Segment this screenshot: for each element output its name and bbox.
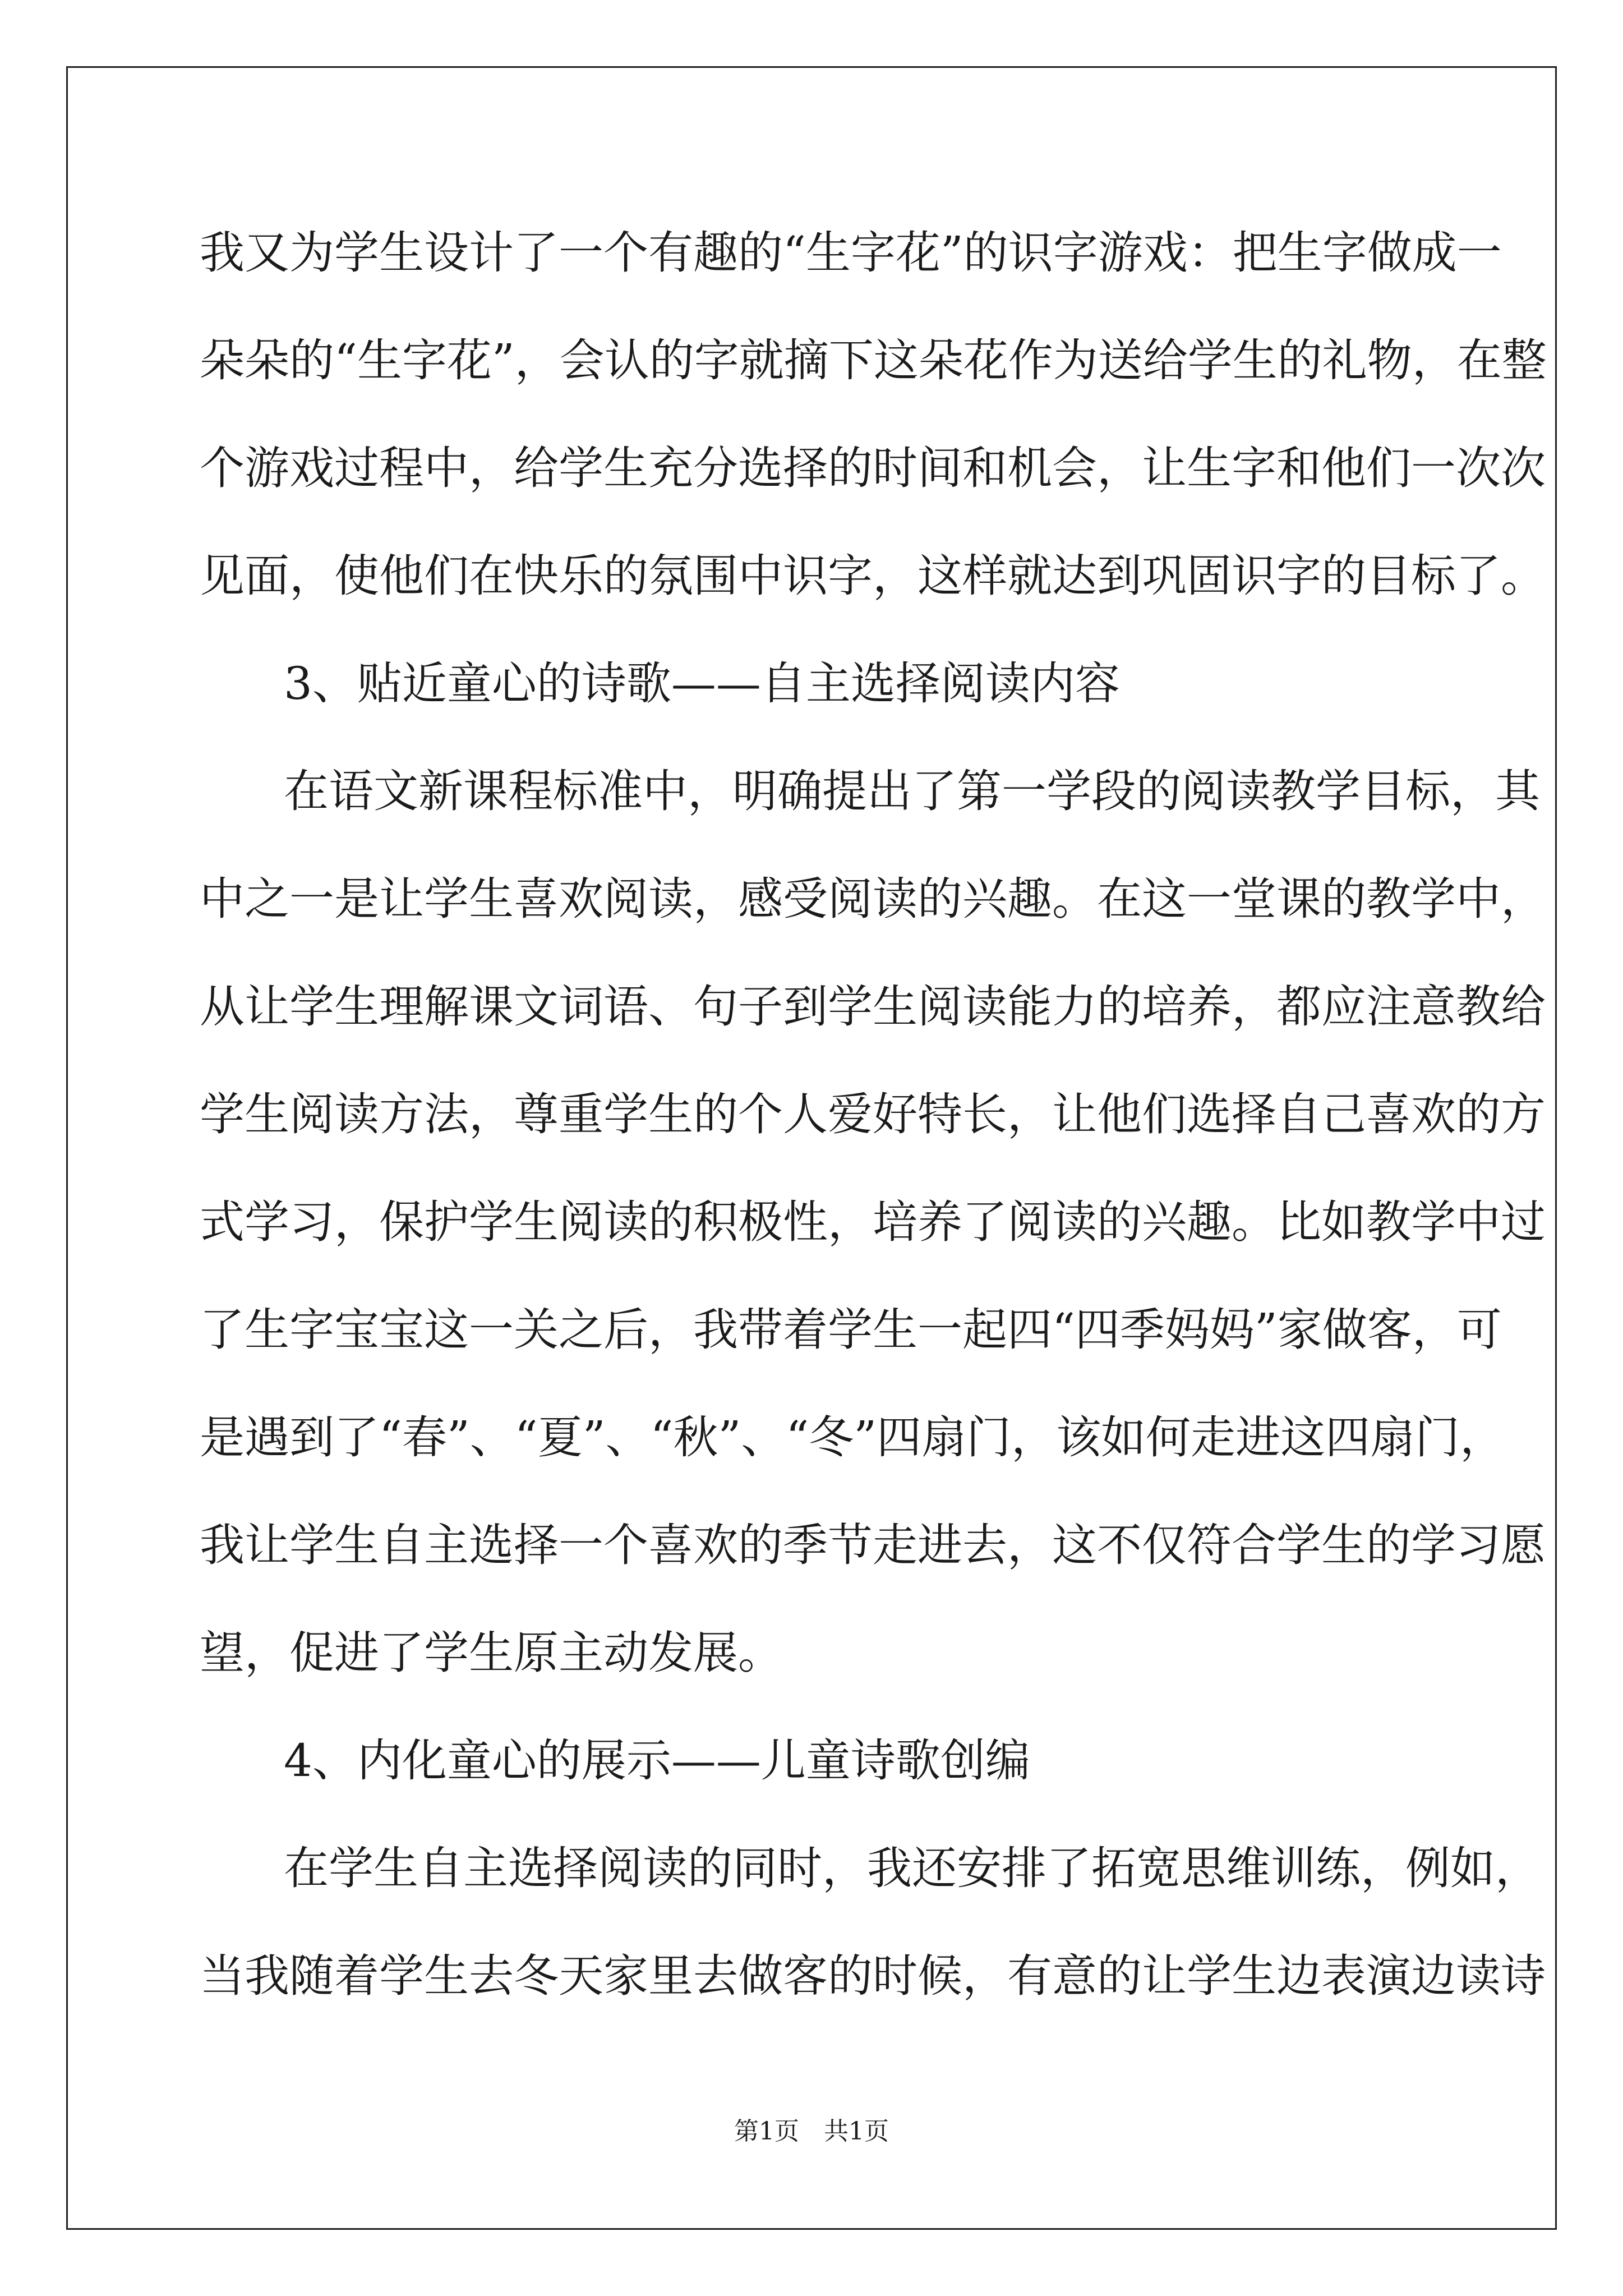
text-line: 望，促进了学生原主动发展。 — [200, 1627, 783, 1679]
text-line: 从让学生理解课文词语、句子到学生阅读能力的培养，都应注意教给 — [200, 981, 1546, 1033]
text-line: 我让学生自主选择一个喜欢的季节走进去，这不仅符合学生的学习愿 — [200, 1519, 1546, 1571]
section-heading-4: 4、内化童心的展示——儿童诗歌创编 — [284, 1734, 1030, 1787]
text-line: 中之一是让学生喜欢阅读，感受阅读的兴趣。在这一堂课的教学中， — [200, 873, 1546, 925]
text-line: 朵朵的“生字花”，会认的字就摘下这朵花作为送给学生的礼物，在整 — [200, 334, 1547, 386]
text-line: 式学习，保护学生阅读的积极性，培养了阅读的兴趣。比如教学中过 — [200, 1196, 1546, 1248]
text-line: 见面，使他们在快乐的氛围中识字，这样就达到巩固识字的目标了。 — [200, 550, 1546, 602]
text-line: 了生字宝宝这一关之后，我带着学生一起四“四季妈妈”家做客，可 — [200, 1304, 1502, 1356]
text-line: 当我随着学生去冬天家里去做客的时候，有意的让学生边表演边读诗 — [200, 1950, 1546, 2002]
body-text — [200, 199, 1547, 2030]
text-line: 学生阅读方法，尊重学生的个人爱好特长，让他们选择自己喜欢的方 — [200, 1088, 1546, 1140]
page-footer: 第1页 共1页 — [734, 2117, 889, 2146]
text-line: 是遇到了“春”、“夏”、“秋”、“冬”四扇门，该如何走进这四扇门， — [200, 1411, 1505, 1464]
text-line: 个游戏过程中，给学生充分选择的时间和机会，让生字和他们一次次 — [200, 442, 1546, 494]
text-line: 我又为学生设计了一个有趣的“生字花”的识字游戏：把生字做成一 — [200, 227, 1502, 279]
section-heading-3: 3、贴近童心的诗歌——自主选择阅读内容 — [284, 657, 1120, 710]
text-line: 在学生自主选择阅读的同时，我还安排了拓宽思维训练，例如， — [284, 1842, 1540, 1894]
text-line: 在语文新课程标准中，明确提出了第一学段的阅读教学目标，其 — [284, 765, 1540, 817]
